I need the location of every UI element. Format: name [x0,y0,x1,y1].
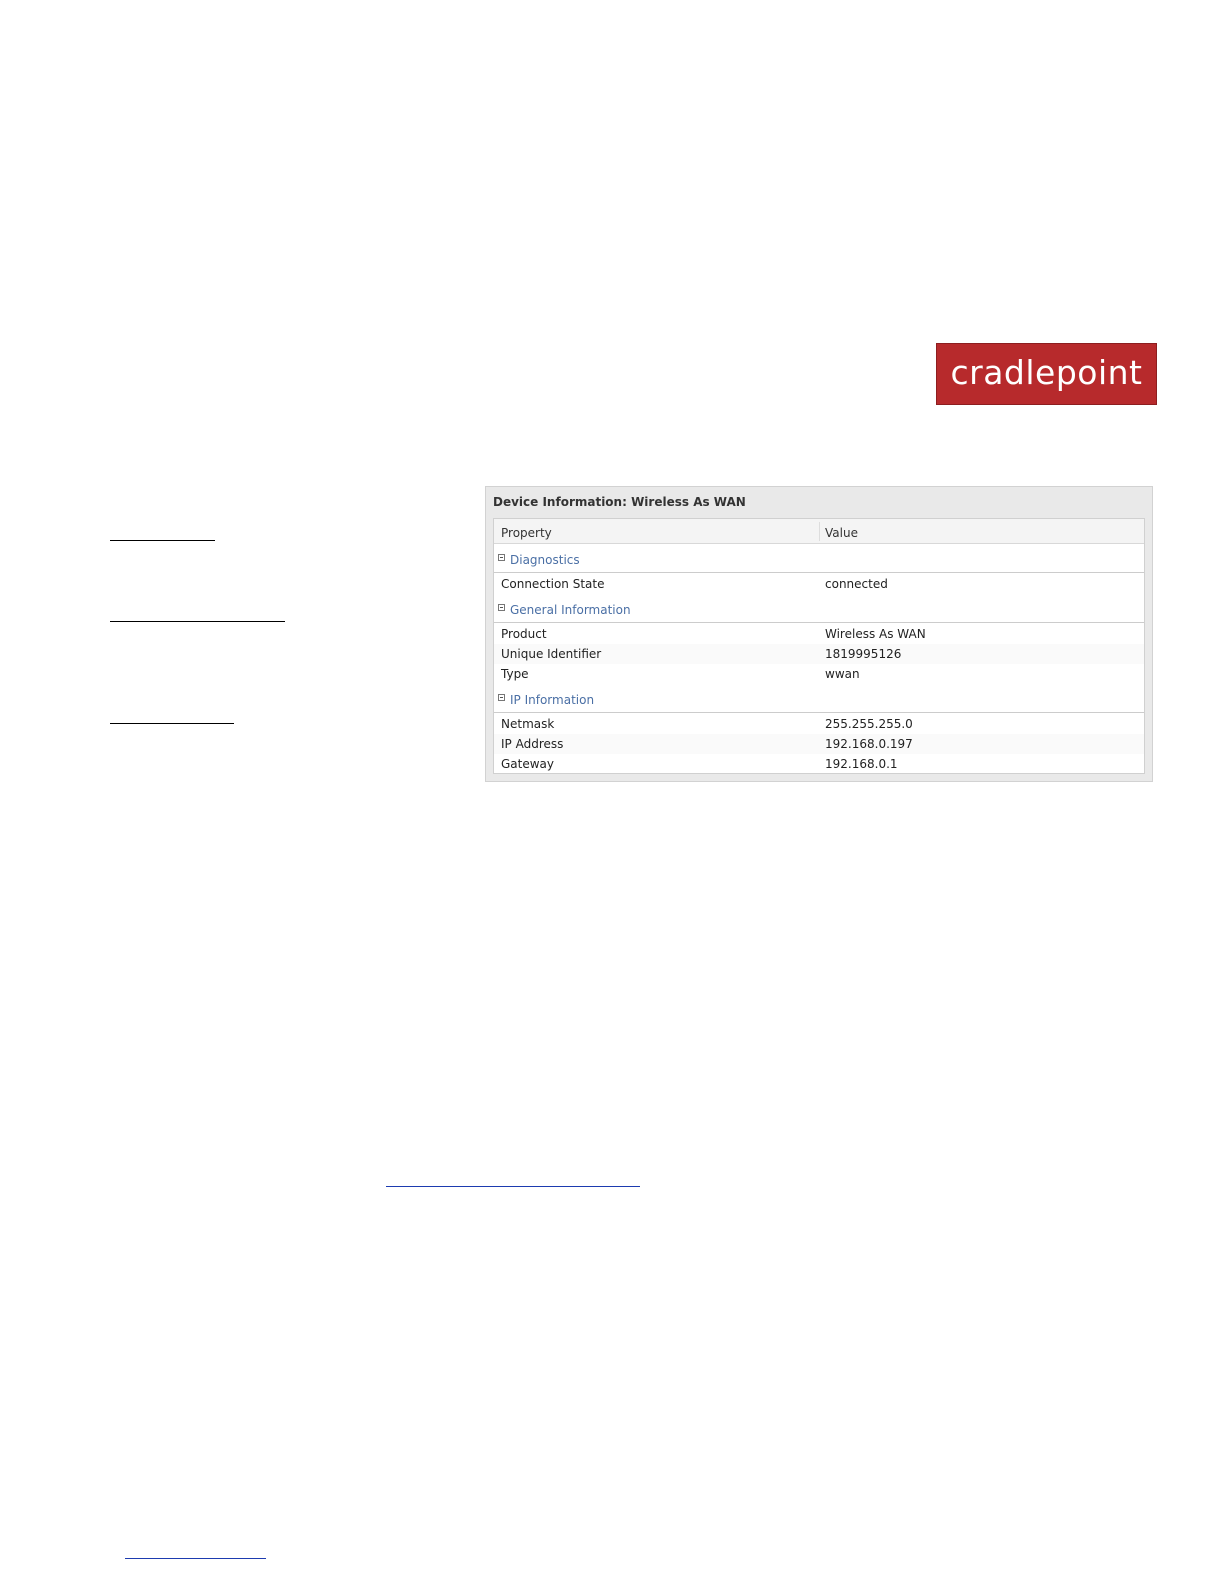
section-label[interactable]: IP Information [510,693,595,707]
value-cell: 255.255.255.0 [825,717,913,731]
brand-logo-text: cradlepoint [950,352,1143,392]
value-cell: 1819995126 [825,647,902,661]
table-row [494,624,1144,644]
property-cell: Unique Identifier [501,647,602,661]
value-cell: Wireless As WAN [825,627,926,641]
column-header-value[interactable]: Value [825,526,858,540]
property-cell: Product [501,627,547,641]
link-underline-5[interactable] [125,1558,266,1559]
value-cell: connected [825,577,888,591]
column-header-property[interactable]: Property [501,526,552,540]
column-divider[interactable] [819,522,820,541]
collapse-toggle-icon[interactable] [498,604,505,611]
table-row [494,754,1144,774]
value-cell: 192.168.0.197 [825,737,913,751]
collapse-toggle-icon[interactable] [498,694,505,701]
section-ip-information[interactable] [494,684,1144,713]
link-underline-3[interactable] [110,723,234,724]
device-info-table [493,518,1145,774]
value-cell: wwan [825,667,860,681]
table-header [494,519,1144,544]
section-label[interactable]: Diagnostics [510,553,580,567]
link-underline-4[interactable] [386,1186,640,1187]
table-row [494,574,1144,594]
table-row [494,714,1144,734]
property-cell: Gateway [501,757,555,771]
property-cell: Netmask [501,717,555,731]
section-general-information[interactable] [494,594,1144,623]
device-information-panel [485,486,1153,782]
link-underline-1[interactable] [110,540,215,541]
section-diagnostics[interactable] [494,544,1144,573]
table-row [494,734,1144,754]
table-row [494,664,1144,684]
panel-title: Device Information: Wireless As WAN [493,495,746,509]
link-underline-2[interactable] [110,621,285,622]
brand-logo [936,343,1157,405]
collapse-toggle-icon[interactable] [498,554,505,561]
table-row [494,644,1144,664]
value-cell: 192.168.0.1 [825,757,898,771]
section-label[interactable]: General Information [510,603,631,617]
property-cell: Type [501,667,529,681]
property-cell: IP Address [501,737,564,751]
property-cell: Connection State [501,577,605,591]
